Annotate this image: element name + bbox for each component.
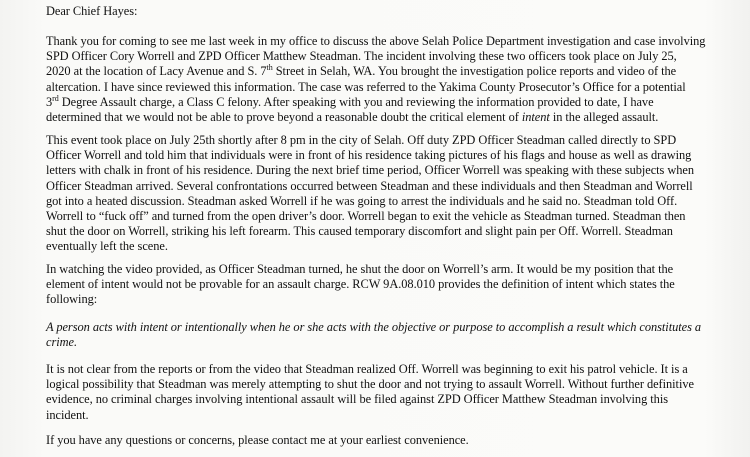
p2-line-1: This event took place on July 25th shortly after 8 pm in the city of Selah. Off duty ZPD Officer Steadman called directly to SPD bbox=[46, 133, 677, 147]
closing-paragraph bbox=[46, 433, 714, 448]
p1-line-3-sup: th bbox=[266, 63, 273, 73]
p3-line-3: following: bbox=[46, 292, 98, 307]
p3-line-2: element of intent would not be provable for an assault charge. RCW 9A.08.010 provides the definition of intent which states the bbox=[46, 277, 675, 292]
quote-line-2: crime. bbox=[46, 335, 78, 350]
p1-line-1: Thank you for coming to see me last week in my office to discuss the above Selah Police Department investigation and case involving bbox=[46, 34, 706, 48]
p2-line-3: letters with chalk in front of his residence. During the next brief time period, Officer Worrell was speaking with these subjects when bbox=[46, 163, 695, 178]
p4-line-4: incident. bbox=[46, 407, 89, 422]
p2-line-6: Worrell to “fuck off” and turned from the open driver’s door. Worrell began to exit the vehicle as Steadman turned. Steadman then bbox=[46, 209, 686, 224]
p3-line-1: In watching the video provided, as Officer Steadman turned, he shut the door on Worrell’s arm. It would be my position that the bbox=[46, 262, 674, 276]
closing-line: If you have any questions or concerns, please contact me at your earliest convenience. bbox=[46, 433, 469, 447]
p4-line-3: evidence, no criminal charges involving intentional assault will be filed against ZPD Officer Matthew Steadman involving this bbox=[46, 392, 668, 407]
paragraph-3 bbox=[46, 262, 714, 308]
p2-line-2: Officer Worrell and told him that individuals were in front of his residence taking pictures of his flags and house as well as drawing bbox=[46, 148, 692, 163]
paragraph-2 bbox=[46, 133, 714, 255]
p1-line-3a: 2020 at the location of Lacy Avenue and S. 7 bbox=[46, 64, 267, 79]
p2-line-7: shut the door on Worrell, striking his left forearm. This caused temporary discomfort and slight pain per Off. Worrell. Steadman bbox=[46, 224, 673, 239]
intent-definition-quote bbox=[46, 320, 714, 350]
p1-line-6-italic: intent bbox=[521, 110, 550, 125]
p2-line-8: eventually left the scene. bbox=[46, 239, 168, 254]
paragraph-4 bbox=[46, 362, 714, 423]
p4-line-1: It is not clear from the reports or from the video that Steadman realized Off. Worrell was beginning to exit his patrol vehicle. It is a bbox=[46, 362, 688, 376]
p1-line-3 bbox=[46, 64, 714, 79]
p2-line-5: got into a heated discussion. Steadman asked Worrell if he was going to arrest the individuals and he said no. Steadman told Off. bbox=[46, 193, 678, 208]
p1-line-6b: in the alleged assault. bbox=[549, 110, 659, 125]
p2-line-4: Officer Steadman arrived. Several confrontations occurred between Steadman and these individuals and then Steadman and Worrell bbox=[46, 178, 693, 193]
p4-line-2: logical possibility that Steadman was merely attempting to shut the door and not trying to assault Worrell. Without further definitive bbox=[46, 377, 694, 392]
p1-line-4: altercation. I have since reviewed this information. The case was referred to the Yakima County Prosecutor’s Office for a potential bbox=[46, 79, 686, 94]
p1-line-5a: 3 bbox=[46, 94, 53, 109]
salutation-text: Dear Chief Hayes: bbox=[46, 4, 138, 18]
p1-line-6a: determined that we would not be able to prove beyond a reasonable doubt the critical element of bbox=[46, 110, 522, 125]
p1-line-5b: Degree Assault charge, a Class C felony. After speaking with you and reviewing the information provided to date, I have bbox=[58, 94, 654, 109]
p1-line-3b: Street in Selah, WA. You brought the investigation police reports and video of the bbox=[272, 64, 677, 79]
quote-line-1: A person acts with intent or intentionally when he or she acts with the objective or purpose to accomplish a result which constitutes a bbox=[46, 320, 702, 334]
salutation bbox=[46, 4, 714, 19]
paragraph-1 bbox=[46, 34, 714, 125]
p1-line-6 bbox=[46, 110, 714, 125]
p1-line-5-sup: rd bbox=[52, 93, 59, 103]
p1-line-5 bbox=[46, 95, 714, 110]
p1-line-2: SPD Officer Cory Worrell and ZPD Officer Matthew Steadman. The incident involving these two officers took place on July 25, bbox=[46, 49, 677, 64]
